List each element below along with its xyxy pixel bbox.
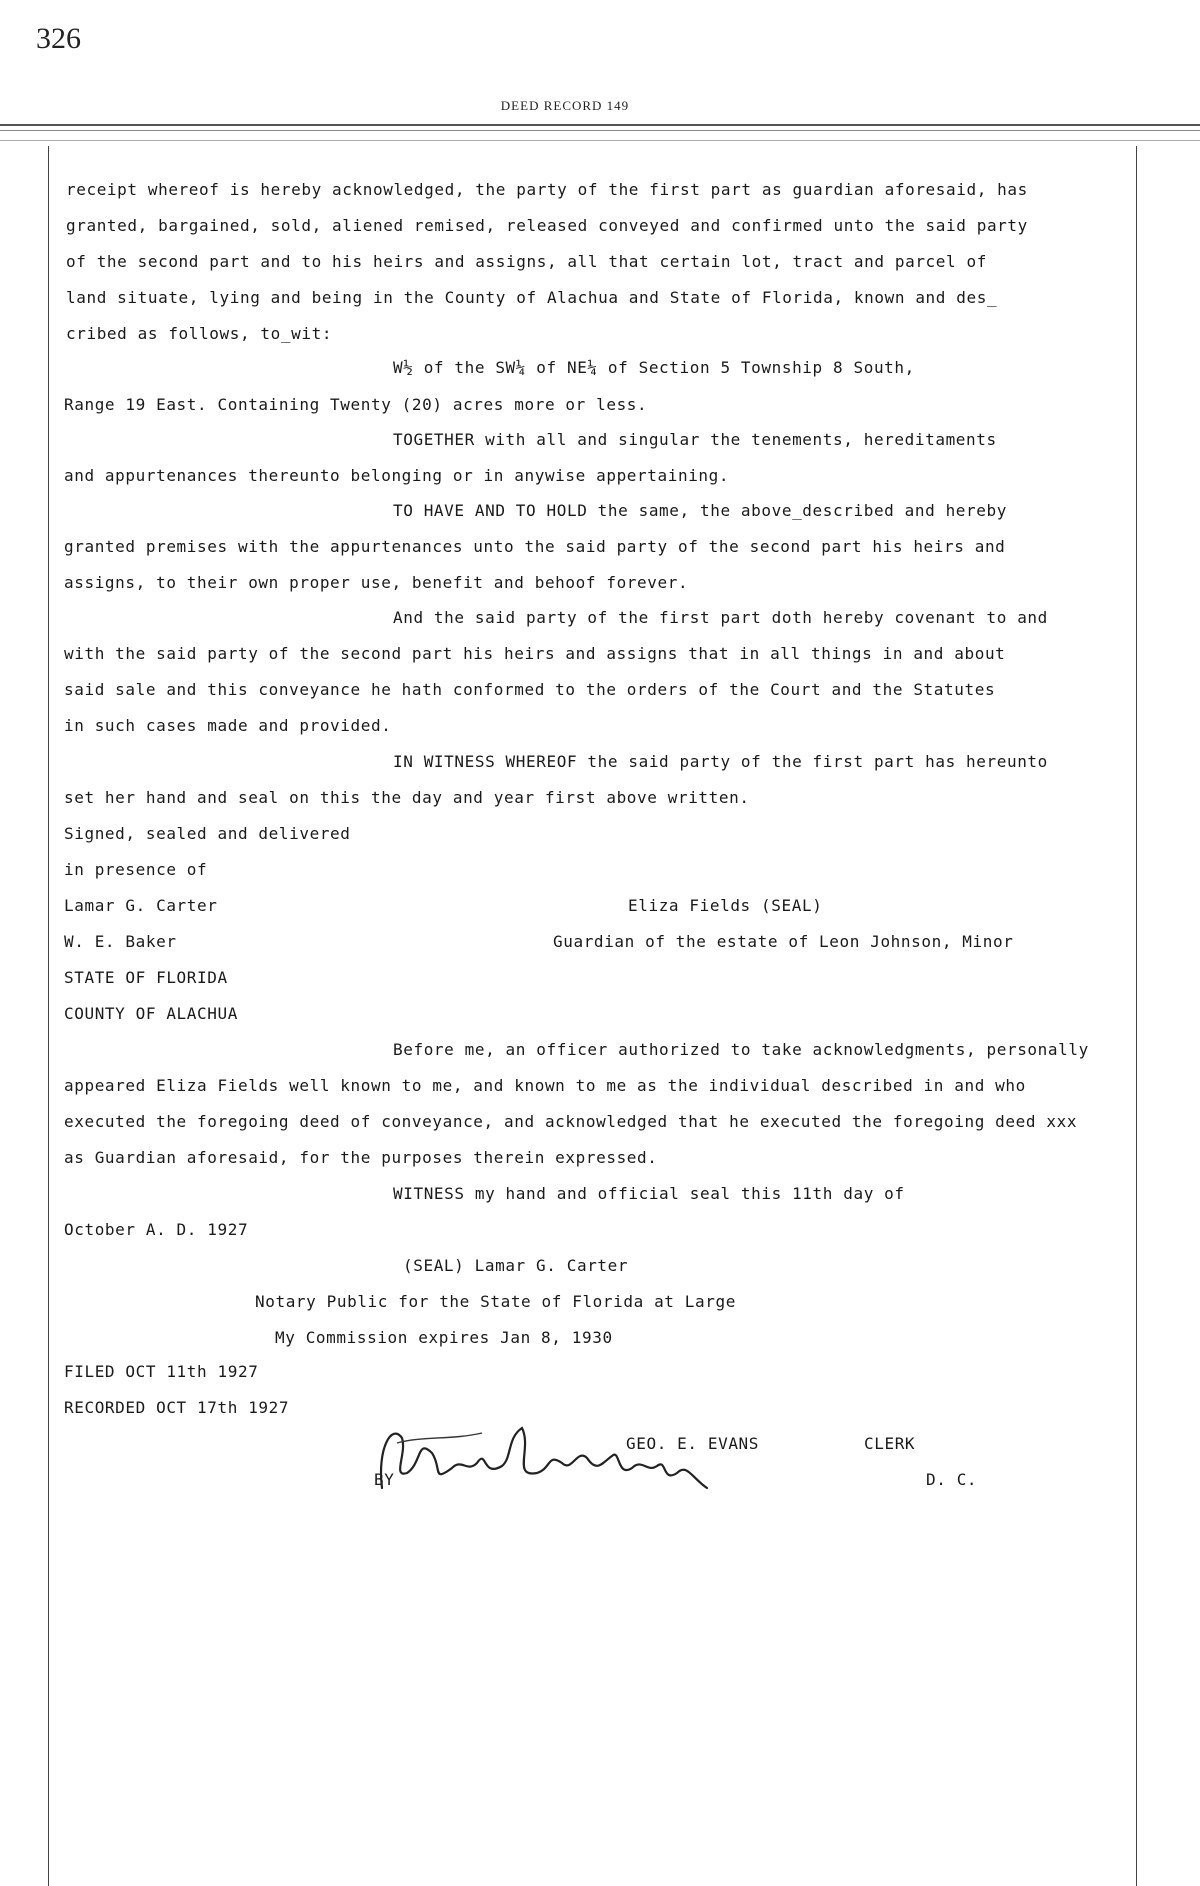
body-line: TOGETHER with all and singular the tenements, hereditaments xyxy=(393,430,997,449)
right-margin-line xyxy=(1136,146,1137,1886)
body-line: IN WITNESS WHEREOF the said party of the first part has hereunto xyxy=(393,752,1048,771)
left-margin-line xyxy=(48,146,49,1886)
commission-line: My Commission expires Jan 8, 1930 xyxy=(275,1328,613,1347)
filed-line: FILED OCT 11th 1927 xyxy=(64,1362,259,1381)
witness-name: W. E. Baker xyxy=(64,932,177,951)
legal-description: W½ of the SW¼ of NE¼ of Section 5 Township 8 South, xyxy=(393,358,915,377)
date-line: October A. D. 1927 xyxy=(64,1220,249,1239)
header-rule-thin xyxy=(0,130,1200,131)
signed-line: Signed, sealed and delivered xyxy=(64,824,351,843)
body-line: of the second part and to his heirs and assigns, all that certain lot, tract and parcel of xyxy=(66,252,987,271)
body-line: granted premises with the appurtenances unto the said party of the second part his heirs and xyxy=(64,537,1006,556)
body-line: Range 19 East. Containing Twenty (20) acres more or less. xyxy=(64,395,648,414)
presence-line: in presence of xyxy=(64,860,208,879)
body-line: receipt whereof is hereby acknowledged, the party of the first part as guardian aforesaid, has xyxy=(66,180,1028,199)
page-header: DEED RECORD 149 xyxy=(500,98,630,113)
witness-name: Lamar G. Carter xyxy=(64,896,218,915)
notary-name: (SEAL) Lamar G. Carter xyxy=(403,1256,629,1275)
body-line: and appurtenances thereunto belonging or in anywise appertaining. xyxy=(64,466,730,485)
body-line: TO HAVE AND TO HOLD the same, the above_described and hereby xyxy=(393,501,1007,520)
body-line: land situate, lying and being in the County of Alachua and State of Florida, known and des_ xyxy=(66,288,998,307)
body-line: WITNESS my hand and official seal this 11th day of xyxy=(393,1184,905,1203)
body-line: as Guardian aforesaid, for the purposes therein expressed. xyxy=(64,1148,658,1167)
header-rule-faint xyxy=(0,140,1200,141)
body-line: appeared Eliza Fields well known to me, and known to me as the individual described in and who xyxy=(64,1076,1026,1095)
handwritten-signature xyxy=(362,1418,742,1508)
body-line: granted, bargained, sold, aliened remised, released conveyed and confirmed unto the said party xyxy=(66,216,1028,235)
body-line: And the said party of the first part doth hereby covenant to and xyxy=(393,608,1048,627)
body-line: Before me, an officer authorized to take acknowledgments, personally xyxy=(393,1040,1089,1059)
body-line: in such cases made and provided. xyxy=(64,716,392,735)
clerk-title: CLERK xyxy=(864,1434,916,1453)
body-line: with the said party of the second part his heirs and assigns that in all things in and about xyxy=(64,644,1006,663)
deputy-clerk-label: D. C. xyxy=(926,1470,978,1489)
recorded-line: RECORDED OCT 17th 1927 xyxy=(64,1398,290,1417)
body-line: assigns, to their own proper use, benefit and behoof forever. xyxy=(64,573,689,592)
county-line: COUNTY OF ALACHUA xyxy=(64,1004,238,1023)
grantor-signature-line: Eliza Fields (SEAL) xyxy=(628,896,823,915)
body-line: executed the foregoing deed of conveyance, and acknowledged that he executed the foregoing deed xxx xyxy=(64,1112,1078,1131)
header-rule xyxy=(0,124,1200,126)
by-label: BY xyxy=(374,1470,395,1489)
body-line: said sale and this conveyance he hath conformed to the orders of the Court and the Statutes xyxy=(64,680,996,699)
page-number: 326 xyxy=(36,22,81,55)
body-line: cribed as follows, to_wit: xyxy=(66,324,333,343)
notary-title: Notary Public for the State of Florida at Large xyxy=(255,1292,736,1311)
body-line: set her hand and seal on this the day and year first above written. xyxy=(64,788,750,807)
state-line: STATE OF FLORIDA xyxy=(64,968,228,987)
clerk-name: GEO. E. EVANS xyxy=(626,1434,760,1453)
guardian-title: Guardian of the estate of Leon Johnson, Minor xyxy=(553,932,1014,951)
